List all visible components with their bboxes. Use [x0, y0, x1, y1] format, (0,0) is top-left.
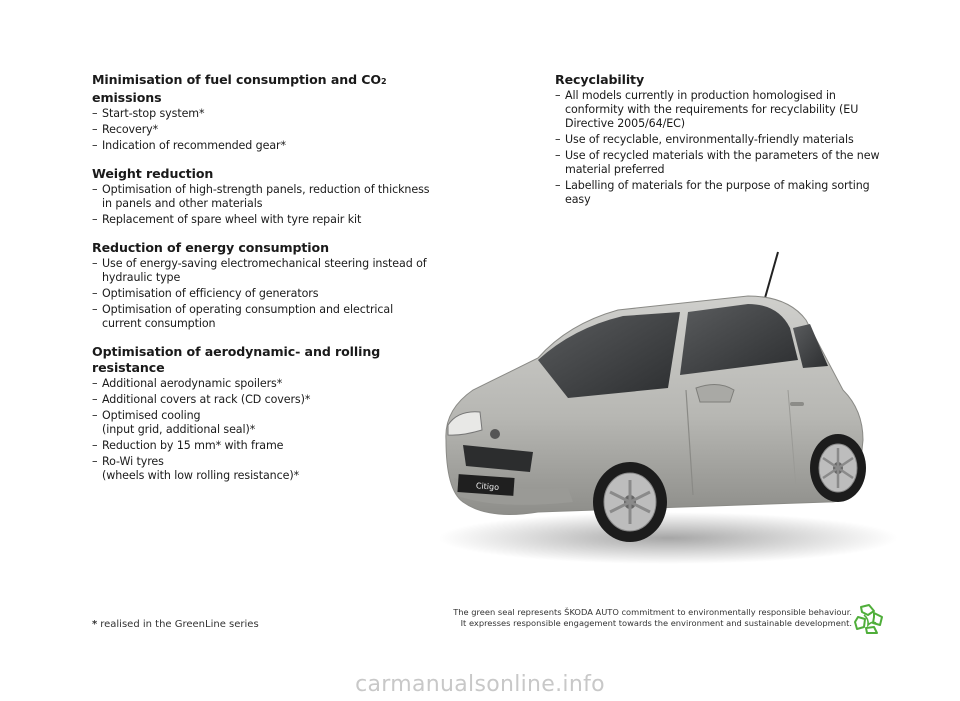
section-aerodynamic-resistance	[92, 344, 432, 483]
seal-note-line: The green seal represents ŠKODA AUTO commitment to environmentally responsible behaviour.	[453, 607, 852, 617]
item-list	[555, 89, 885, 207]
list-item: – Optimisation of operating consumption and electrical current consumption	[92, 303, 432, 331]
list-item: – Optimisation of efficiency of generators	[92, 287, 432, 301]
item-list	[92, 257, 432, 331]
item-list	[92, 107, 432, 153]
car-image	[418, 240, 898, 570]
list-item: – Use of recyclable, environmentally-friendly materials	[555, 133, 885, 147]
section-title: Recyclability	[555, 72, 645, 87]
section-title: Optimisation of aerodynamic- and rolling resistance	[92, 344, 381, 375]
list-item: – Optimisation of high-strength panels, reduction of thickness in panels and other materials	[92, 183, 432, 211]
item-list	[92, 183, 432, 227]
section-energy-consumption	[92, 240, 432, 331]
watermark-text: carmanualsonline.info	[355, 672, 605, 697]
list-item: – Start-stop system*	[92, 107, 432, 121]
list-item: – Ro-Wi tyres (wheels with low rolling resistance)*	[92, 455, 432, 483]
list-item: – Optimised cooling (input grid, additional seal)*	[92, 409, 432, 437]
list-item: – Recovery*	[92, 123, 432, 137]
section-title: Reduction of energy consumption	[92, 240, 329, 255]
front-wheel	[593, 462, 667, 542]
list-item: – All models currently in production homologised in conformity with the requirements for recyclability (EU Directive 2005/64/EC)	[555, 89, 885, 131]
list-item: – Use of energy-saving electromechanical steering instead of hydraulic type	[92, 257, 432, 285]
green-seal-note	[412, 607, 852, 629]
footnote-text: realised in the GreenLine series	[100, 619, 259, 630]
list-item: – Indication of recommended gear*	[92, 139, 432, 153]
rear-wheel	[810, 434, 866, 502]
item-list	[92, 377, 432, 483]
list-item: – Additional aerodynamic spoilers*	[92, 377, 432, 391]
footnote	[92, 618, 259, 631]
right-column	[555, 72, 885, 220]
list-item: – Reduction by 15 mm* with frame	[92, 439, 432, 453]
section-weight-reduction	[92, 166, 432, 227]
section-recyclability	[555, 72, 885, 207]
plate-text: Citigo	[475, 481, 500, 492]
footnote-star: *	[92, 619, 98, 630]
list-item: – Use of recycled materials with the parameters of the new material preferred	[555, 149, 885, 177]
section-fuel-consumption	[92, 72, 432, 153]
left-column	[92, 72, 432, 496]
section-title: Weight reduction	[92, 166, 214, 181]
list-item: – Additional covers at rack (CD covers)*	[92, 393, 432, 407]
section-title: Minimisation of fuel consumption and CO2 emissions	[92, 72, 387, 105]
seal-note-line: It expresses responsible engagement towards the environment and sustainable development.	[460, 618, 852, 628]
list-item: – Replacement of spare wheel with tyre repair kit	[92, 213, 432, 227]
green-seal-icon	[852, 603, 886, 635]
list-item: – Labelling of materials for the purpose of making sorting easy	[555, 179, 885, 207]
